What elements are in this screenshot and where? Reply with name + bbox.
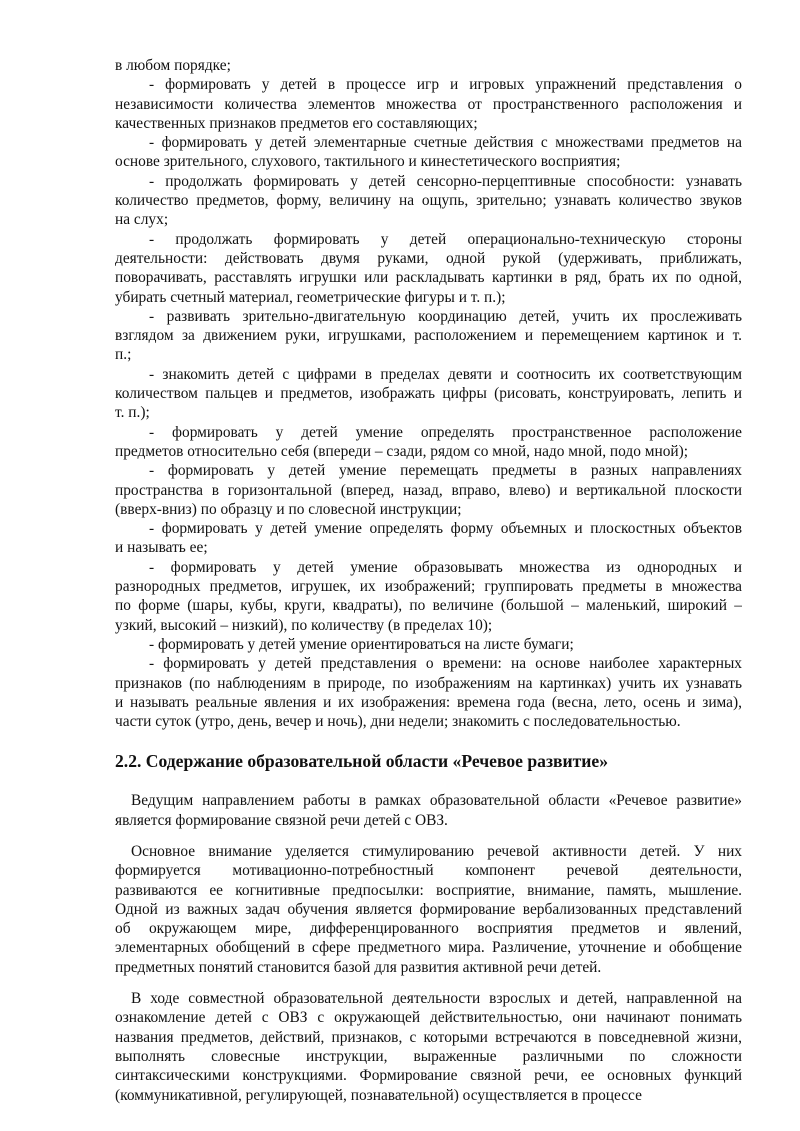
text-line: - формировать у детей представления о времени: на основе наиболее характерных <box>149 655 742 673</box>
text-line: п.; <box>115 346 132 364</box>
list-item <box>115 519 742 558</box>
text-line: качественных признаков предметов его составляющих; <box>115 114 478 132</box>
list-section <box>115 56 742 731</box>
document-page <box>115 56 742 1105</box>
text-line: разнородных предметов, игрушек, их изображений; группировать предметы в множества <box>115 578 742 596</box>
text-line: на слух; <box>115 211 169 229</box>
text-line: - формировать у детей элементарные счетные действия с множествами предметов на <box>149 134 742 152</box>
text-line: является формирование связной речи детей с ОВЗ. <box>115 811 448 829</box>
text-line: узкий, высокий – низкий), по количеству (в пределах 10); <box>115 616 493 634</box>
text-line: Основное внимание уделяется стимулированию речевой активности детей. У них <box>131 842 742 860</box>
list-item <box>115 635 742 654</box>
text-line: ознакомление детей с ОВЗ с окружающей действительностью, они начинают понимать <box>115 1009 742 1027</box>
list-item <box>115 133 742 172</box>
text-line: - формировать у детей умение образовывать множества из однородных и <box>149 558 742 576</box>
list-item <box>115 75 742 133</box>
text-line: - знакомить детей с цифрами в пределах девяти и соотносить их соответствующим <box>149 365 742 383</box>
text-line: признаков (по наблюдениям в природе, по изображениям на картинках) учить их узнавать <box>115 674 742 692</box>
text-line: количеством пальцев и предметов, изображать цифры (рисовать, конструировать, лепить и <box>115 385 742 403</box>
text-line: (вверх-вниз) по образцу и по словесной инструкции; <box>115 500 462 518</box>
text-line: - формировать у детей в процессе игр и игровых упражнений представления о <box>149 76 742 94</box>
text-line: в любом порядке; <box>115 57 231 74</box>
text-line: поворачивать, расставлять игрушки или раскладывать картинки в ряд, брать их по одной, <box>115 269 742 287</box>
text-line: - формировать у детей умение определять форму объемных и плоскостных объектов <box>149 520 742 538</box>
text-line: выполнять словесные инструкции, выраженные различными по сложности <box>115 1047 742 1065</box>
text-line: и называть реальные явления и их изображения: времена года (весна, лето, осень и зима), <box>115 693 742 711</box>
list-item <box>115 307 742 365</box>
paragraph-section <box>115 791 742 1104</box>
text-line: развиваются ее когнитивные предпосылки: восприятие, внимание, память, мышление. <box>115 881 742 899</box>
text-line: взглядом за движением руки, игрушками, расположением и перемещением картинок и т. <box>115 327 742 345</box>
list-item <box>115 365 742 423</box>
list-item <box>115 558 742 635</box>
text-line: - формировать у детей умение перемещать предметы в разных направлениях <box>149 462 742 480</box>
list-item <box>115 56 742 75</box>
list-item <box>115 230 742 307</box>
text-line: об окружающем мире, дифференцированного восприятия предметов и явлений, <box>115 920 742 938</box>
text-line: Одной из важных задач обучения является формирование вербализованных представлений <box>115 900 742 918</box>
text-line: - формировать у детей умение ориентироваться на листе бумаги; <box>149 635 574 653</box>
text-line: по форме (шары, кубы, круги, квадраты), по величине (большой – маленький, широкий – <box>115 597 742 615</box>
text-line: В ходе совместной образовательной деятельности взрослых и детей, направленной на <box>131 990 742 1008</box>
text-line: (коммуникативной, регулирующей, познавательной) осуществляется в процессе <box>115 1086 642 1104</box>
text-line: Ведущим направлением работы в рамках образовательной области «Речевое развитие» <box>131 792 742 810</box>
text-line: - продолжать формировать у детей сенсорно-перцептивные способности: узнавать <box>149 172 742 190</box>
text-line: формируется мотивационно-потребностный компонент речевой деятельности, <box>115 862 742 880</box>
list-item <box>115 172 742 230</box>
list-item <box>115 654 742 731</box>
list-item <box>115 423 742 462</box>
text-line: убирать счетный материал, геометрические фигуры и т. п.); <box>115 288 506 306</box>
text-line: пространства в горизонтальной (вперед, назад, вправо, влево) и вертикальной плоскости <box>115 481 742 499</box>
text-line: предметов относительно себя (впереди – сзади, рядом со мной, надо мной, подо мной); <box>115 442 689 460</box>
paragraph <box>115 791 742 830</box>
text-line: - развивать зрительно-двигательную координацию детей, учить их прослеживать <box>149 307 742 325</box>
text-line: - продолжать формировать у детей операционально-техническую стороны <box>149 230 742 248</box>
text-line: деятельности: действовать двумя руками, одной рукой (удерживать, приближать, <box>115 249 742 267</box>
text-line: элементарных обобщений в сфере предметного мира. Различение, уточнение и обобщение <box>115 939 742 957</box>
text-line: синтаксическими конструкциями. Формирование связной речи, ее основных функций <box>115 1067 742 1085</box>
text-line: т. п.); <box>115 404 150 422</box>
paragraph <box>115 989 742 1105</box>
text-line: названия предметов, действий, признаков, с которыми встречаются в повседневной жизни, <box>115 1028 742 1046</box>
text-line: - формировать у детей умение определять пространственное расположение <box>149 423 742 441</box>
text-line: количество предметов, форму, величину на ощупь, зрительно; узнавать количество звуков <box>115 192 742 210</box>
text-line: независимости количества элементов множества от пространственного расположения и <box>115 95 742 113</box>
text-line: основе зрительного, слухового, тактильного и кинестетического восприятия; <box>115 153 621 171</box>
section-heading: 2.2. Содержание образовательной области «Речевое развитие» <box>115 751 609 772</box>
paragraph <box>115 842 742 977</box>
list-item <box>115 461 742 519</box>
text-line: и называть ее; <box>115 539 208 557</box>
text-line: части суток (утро, день, вечер и ночь), дни недели; знакомить с последовательностью. <box>115 713 681 731</box>
text-line: предметных понятий становится базой для развития активной речи детей. <box>115 958 602 976</box>
